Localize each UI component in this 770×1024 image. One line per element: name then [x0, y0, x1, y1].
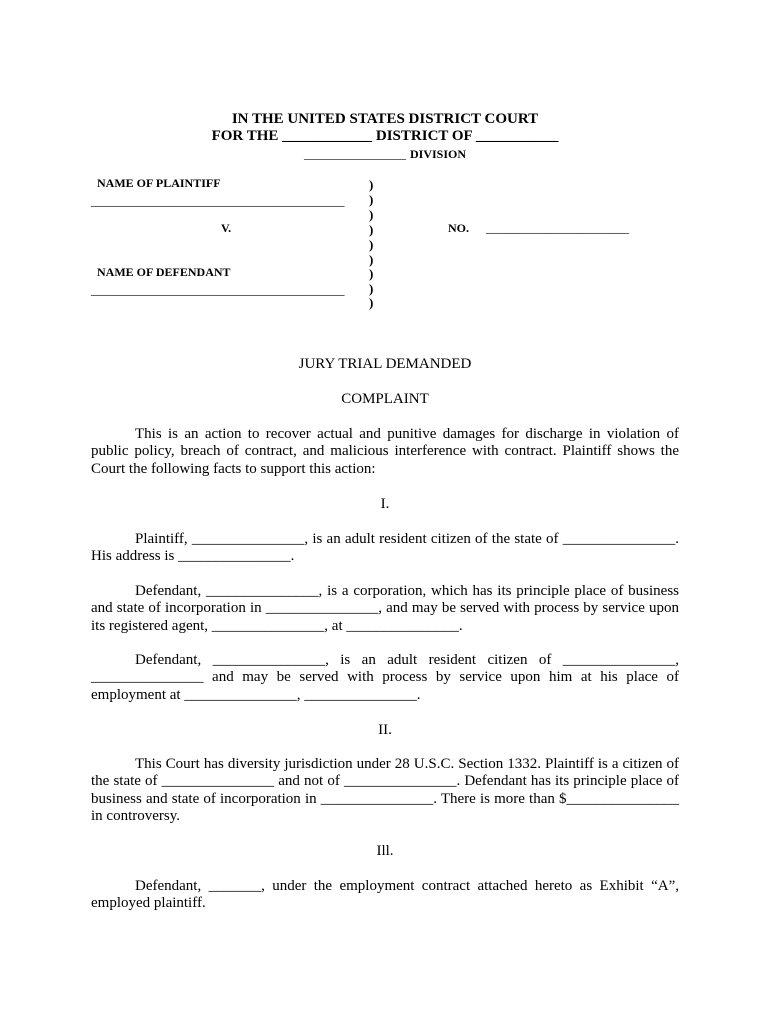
caption-paren: ): [369, 266, 374, 281]
caption-paren: ): [369, 177, 374, 192]
caption-paren: ): [369, 295, 374, 310]
section-heading-1: I.: [380, 496, 390, 512]
caption-paren: ): [369, 237, 374, 252]
division-blank: _________________: [303, 147, 406, 161]
individual-defendant-text: Defendant, _______________, is an adult resident citizen of _______________, _______________ and may be served with process by service upon him at his place of employment at _______________, _______________.: [91, 652, 679, 703]
caption-paren: ): [369, 252, 374, 267]
corporate-defendant-paragraph: [91, 583, 679, 635]
defendant-name-line: _______________________________________: [91, 282, 345, 297]
district-line: FOR THE ____________ DISTRICT OF ___________: [211, 128, 559, 144]
section-heading-3: Ill.: [376, 843, 394, 859]
intro-paragraph: [91, 426, 679, 478]
employment-paragraph: [91, 878, 679, 913]
defendant-label: NAME OF DEFENDANT: [97, 265, 231, 279]
corporate-defendant-text: Defendant, _______________, is a corporation, which has its principle place of business and state of incorporation in _______________, and may be served with process by service upon its registered agent, _______________, at _______________.: [91, 583, 679, 634]
jurisdiction-paragraph: [91, 756, 679, 826]
division-label: DIVISION: [409, 147, 466, 161]
intro-text: This is an action to recover actual and punitive damages for discharge in violation of public policy, breach of contract, and malicious interference with contract. Plaintiff shows the Court the following facts to support this action:: [91, 426, 679, 477]
plaintiff-text: Plaintiff, _______________, is an adult resident citizen of the state of _______________. His address is _______________.: [91, 531, 679, 565]
case-number-label: NO.: [448, 221, 469, 235]
division-line: [0, 145, 770, 163]
complaint-title: COMPLAINT: [341, 391, 429, 407]
plaintiff-paragraph: [91, 531, 679, 566]
caption-paren: ): [369, 222, 374, 237]
individual-defendant-paragraph: [91, 652, 679, 704]
versus-label: V.: [221, 221, 232, 235]
employment-text: Defendant, _______, under the employment contract attached hereto as Exhibit “A”, employed plaintiff.: [91, 878, 679, 912]
jurisdiction-text: This Court has diversity jurisdiction under 28 U.S.C. Section 1332. Plaintiff is a citizen of the state of _______________ and not of _______________. Defendant has its principle place of business and state of incorporation in _______________. There is more than $_______________ in controversy.: [91, 756, 679, 825]
caption-paren: ): [369, 207, 374, 222]
jury-demand-title: JURY TRIAL DEMANDED: [298, 356, 472, 372]
case-number-line: ______________________: [486, 220, 629, 235]
court-title: IN THE UNITED STATES DISTRICT COURT: [231, 111, 539, 127]
plaintiff-name-line: _______________________________________: [91, 193, 345, 208]
section-heading-2: II.: [378, 722, 392, 738]
caption-paren: ): [369, 281, 374, 296]
caption-paren: ): [369, 192, 374, 207]
plaintiff-label: NAME OF PLAINTIFF: [97, 176, 221, 190]
